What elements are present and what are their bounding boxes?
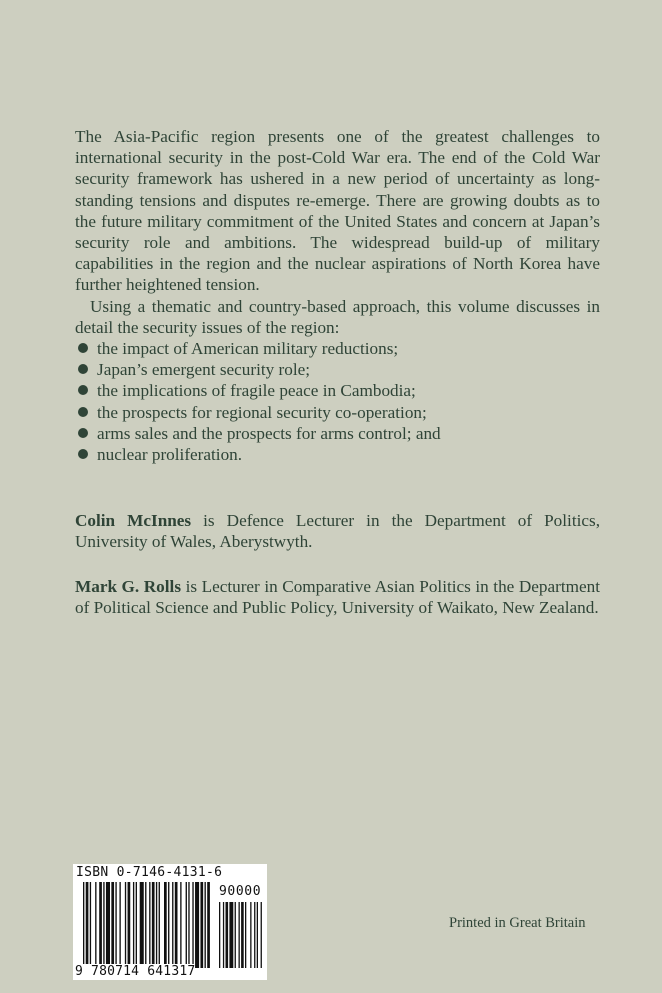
author-name: Mark G. Rolls <box>75 577 182 596</box>
barcode-bar <box>136 882 137 968</box>
price-barcode-bar <box>254 902 255 968</box>
barcode-bar <box>133 882 134 968</box>
list-item <box>75 444 600 465</box>
blurb-paragraph-2: Using a thematic and country-based approach, this volume discusses in detail the security issues of the region: <box>75 296 600 337</box>
list-item-text: the impact of American military reductions; <box>97 339 399 359</box>
barcode-bar <box>192 882 193 968</box>
back-cover-blurb <box>75 126 600 465</box>
bullet-icon <box>78 385 88 395</box>
list-item-text: the implications of fragile peace in Cambodia; <box>97 381 416 401</box>
list-item <box>75 380 600 401</box>
barcode-bar <box>115 882 116 968</box>
printed-in-note: Printed in Great Britain <box>449 915 586 931</box>
barcode-bar <box>86 882 89 968</box>
topics-list <box>75 338 600 465</box>
barcode-bar <box>103 882 104 968</box>
isbn-barcode <box>73 864 267 980</box>
barcode-bar <box>172 882 173 968</box>
ean-number: 9 780714 641317 <box>75 964 196 979</box>
barcode-bar <box>83 882 84 968</box>
bullet-icon <box>78 343 88 353</box>
barcode-bar <box>164 882 167 968</box>
list-item-text: the prospects for regional security co-operation; <box>97 402 427 422</box>
barcode-bar <box>200 882 203 968</box>
list-item <box>75 402 600 423</box>
price-barcode-bar <box>223 902 224 968</box>
barcode-bar <box>125 882 126 968</box>
barcode-bar <box>205 882 206 968</box>
author-bio-text: is Defence Lecturer in the Department of Politics, University of Wales, Aberystwyth. <box>75 511 600 552</box>
barcode-bar <box>145 882 146 968</box>
list-item-text: arms sales and the prospects for arms control; and <box>97 423 441 443</box>
bullet-icon <box>78 407 88 417</box>
price-barcode-bar <box>241 902 244 968</box>
list-item-text: Japan’s emergent security role; <box>97 360 311 380</box>
barcode-bar <box>140 882 144 968</box>
barcode-bar <box>99 882 102 968</box>
barcode-bar <box>149 882 150 968</box>
barcode-bar <box>188 882 189 968</box>
author-name: Colin McInnes <box>75 511 192 530</box>
barcode-bars <box>73 864 267 980</box>
barcode-bar <box>90 882 91 968</box>
price-barcode-bar <box>219 902 220 968</box>
author-bio-text: is Lecturer in Comparative Asian Politics in the Department of Political Science and Public Policy, University of Waikato, New Zealand. <box>75 577 600 618</box>
barcode-bar <box>207 882 210 968</box>
barcode-bar <box>152 882 155 968</box>
bullet-icon <box>78 449 88 459</box>
price-barcode-bar <box>250 902 251 968</box>
list-item <box>75 338 600 359</box>
blurb-paragraph-1: The Asia-Pacific region presents one of the greatest challenges to international security in the post-Cold War era. The end of the Cold War security framework has ushered in a new period of uncertainty as long-standing tensions and disputes re-emerge. There are growing doubts as to the future military commitment of the United States and concern at Japan’s security role and ambitions. The widespread build-up of military capabilities in the region and the nuclear aspirations of North Korea have further heightened tension. <box>75 127 600 295</box>
price-code: 90000 <box>219 884 262 899</box>
barcode-bar <box>111 882 114 968</box>
price-barcode-bar <box>261 902 262 968</box>
barcode-bar <box>159 882 160 968</box>
bullet-icon <box>78 364 88 374</box>
price-barcode-bar <box>257 902 258 968</box>
author-bio-2 <box>75 576 600 618</box>
barcode-bar <box>180 882 181 968</box>
barcode-bar <box>168 882 169 968</box>
price-barcode-bar <box>239 902 240 968</box>
barcode-bar <box>186 882 187 968</box>
list-item-text: nuclear proliferation. <box>97 445 243 465</box>
price-barcode-bar <box>229 902 233 968</box>
barcode-bar <box>95 882 96 968</box>
price-barcode-bar <box>245 902 246 968</box>
barcode-bar <box>156 882 157 968</box>
list-item <box>75 359 600 380</box>
barcode-bar <box>195 882 199 968</box>
isbn-number: ISBN 0-7146-4131-6 <box>76 865 223 880</box>
bullet-icon <box>78 428 88 438</box>
price-barcode-bar <box>226 902 229 968</box>
barcode-bar <box>128 882 131 968</box>
list-item <box>75 423 600 444</box>
barcode-bar <box>119 882 120 968</box>
author-bio-1 <box>75 510 600 552</box>
barcode-bar <box>106 882 110 968</box>
price-barcode-bar <box>235 902 236 968</box>
barcode-bar <box>175 882 178 968</box>
